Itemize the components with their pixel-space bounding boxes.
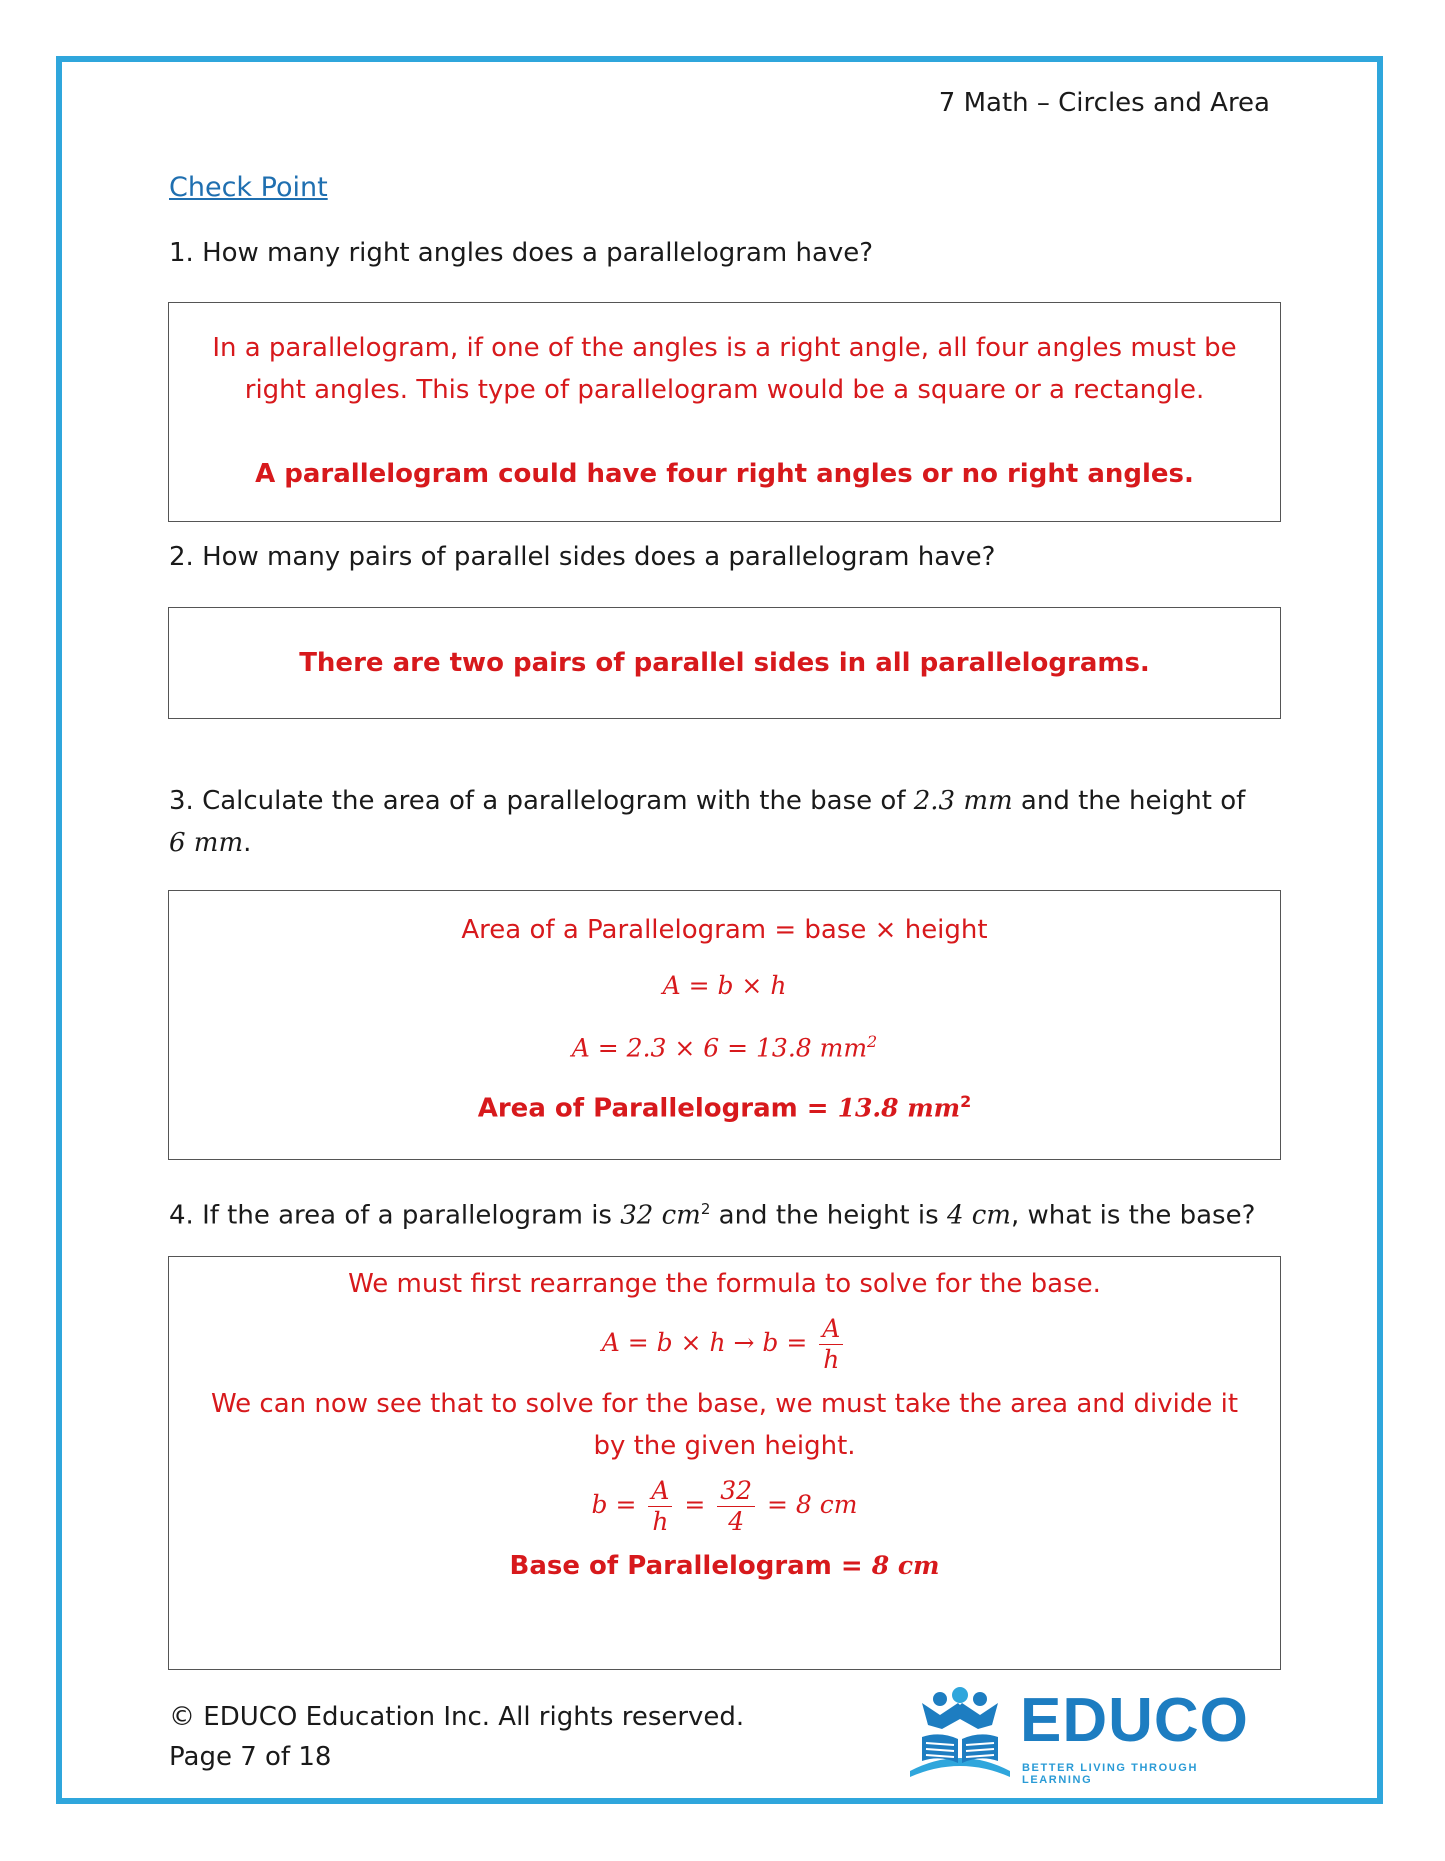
educo-book-people-icon [900, 1685, 1020, 1785]
rearranged-formula-text: A = b × h → b = [601, 1328, 816, 1357]
answer-box-4 [168, 1256, 1281, 1670]
answer-3-label: Area of Parallelogram = [477, 1093, 838, 1124]
answer-4-conclusion [169, 1545, 1280, 1587]
copyright-notice: © EDUCO Education Inc. All rights reserved. [169, 1702, 745, 1732]
logo-tagline: BETTER LIVING THROUGH LEARNING [1022, 1762, 1198, 1786]
page-number: Page 7 of 18 [169, 1742, 332, 1772]
question-4-area: 32 cm [620, 1200, 701, 1231]
fraction-32-over-4 [717, 1476, 755, 1537]
base-calc-result: = 8 cm [759, 1490, 858, 1519]
question-4-text-c: , what is the base? [1010, 1200, 1256, 1231]
calculation [169, 1021, 1280, 1069]
question-3-text-b: and the height of [1012, 786, 1246, 816]
question-4-text-b: and the height is [710, 1200, 947, 1231]
answer-box-1 [168, 302, 1281, 522]
fraction-denominator-4: 4 [728, 1507, 745, 1536]
fraction-numerator: A [819, 1314, 843, 1345]
rearranged-formula [169, 1311, 1280, 1375]
question-3-text-c: . [243, 828, 252, 858]
question-4-text-a: 4. If the area of a parallelogram is [169, 1200, 621, 1231]
answer-1-line-2: right angles. This type of parallelogram would be a square or a rectangle. [244, 375, 1205, 405]
base-calc-equals: = [676, 1490, 714, 1519]
fraction-denominator-2: h [652, 1507, 669, 1536]
answer-3-value: 13.8 mm [837, 1093, 961, 1123]
answer-3-conclusion [169, 1081, 1280, 1130]
section-heading: Check Point [169, 172, 328, 203]
question-2: 2. How many pairs of parallel sides does a parallelogram have? [169, 542, 996, 572]
question-3-text-a: 3. Calculate the area of a parallelogram with the base of [169, 786, 914, 816]
answer-4-value: 8 cm [871, 1551, 940, 1580]
document-title: 7 Math – Circles and Area [938, 88, 1270, 118]
fraction-numerator-32: 32 [717, 1476, 755, 1507]
answer-4-intro: We must first rearrange the formula to solve for the base. [348, 1269, 1101, 1299]
fraction-a-over-h [819, 1314, 843, 1375]
fraction-denominator: h [823, 1345, 840, 1374]
fraction-a-over-h-2 [648, 1476, 672, 1537]
question-3-height: 6 mm [169, 828, 244, 858]
logo-wordmark: EDUCO [1020, 1686, 1249, 1755]
calculation-exponent: 2 [867, 1032, 878, 1051]
answer-1-conclusion: A parallelogram could have four right angles or no right angles. [255, 459, 1194, 489]
fraction-numerator-2: A [648, 1476, 672, 1507]
question-3-base: 2.3 mm [913, 786, 1013, 816]
formula-words: Area of a Parallelogram = base × height [461, 915, 988, 945]
educo-logo [900, 1685, 1260, 1785]
answer-box-3 [168, 890, 1281, 1160]
answer-4-explain-1: We can now see that to solve for the base, we must take the area and divide it [210, 1389, 1239, 1419]
question-4 [169, 1188, 1279, 1237]
answer-3-exponent: 2 [960, 1092, 972, 1112]
answer-2-conclusion: There are two pairs of parallel sides in all parallelograms. [299, 648, 1150, 678]
question-3 [169, 780, 1279, 864]
question-4-height: 4 cm [946, 1200, 1011, 1231]
question-1: 1. How many right angles does a parallelogram have? [169, 238, 874, 268]
answer-1-line-1: In a parallelogram, if one of the angles is a right angle, all four angles must be [212, 333, 1237, 363]
formula-equation: A = b × h [662, 971, 787, 1000]
base-calculation [169, 1473, 1280, 1537]
answer-4-explain-2: by the given height. [593, 1431, 856, 1461]
calculation-text: A = 2.3 × 6 = 13.8 mm [571, 1033, 868, 1063]
answer-4-label: Base of Parallelogram = [509, 1551, 872, 1581]
question-4-area-exponent: 2 [700, 1200, 711, 1218]
base-calc-lhs: b = [591, 1490, 645, 1519]
answer-box-2 [168, 607, 1281, 719]
